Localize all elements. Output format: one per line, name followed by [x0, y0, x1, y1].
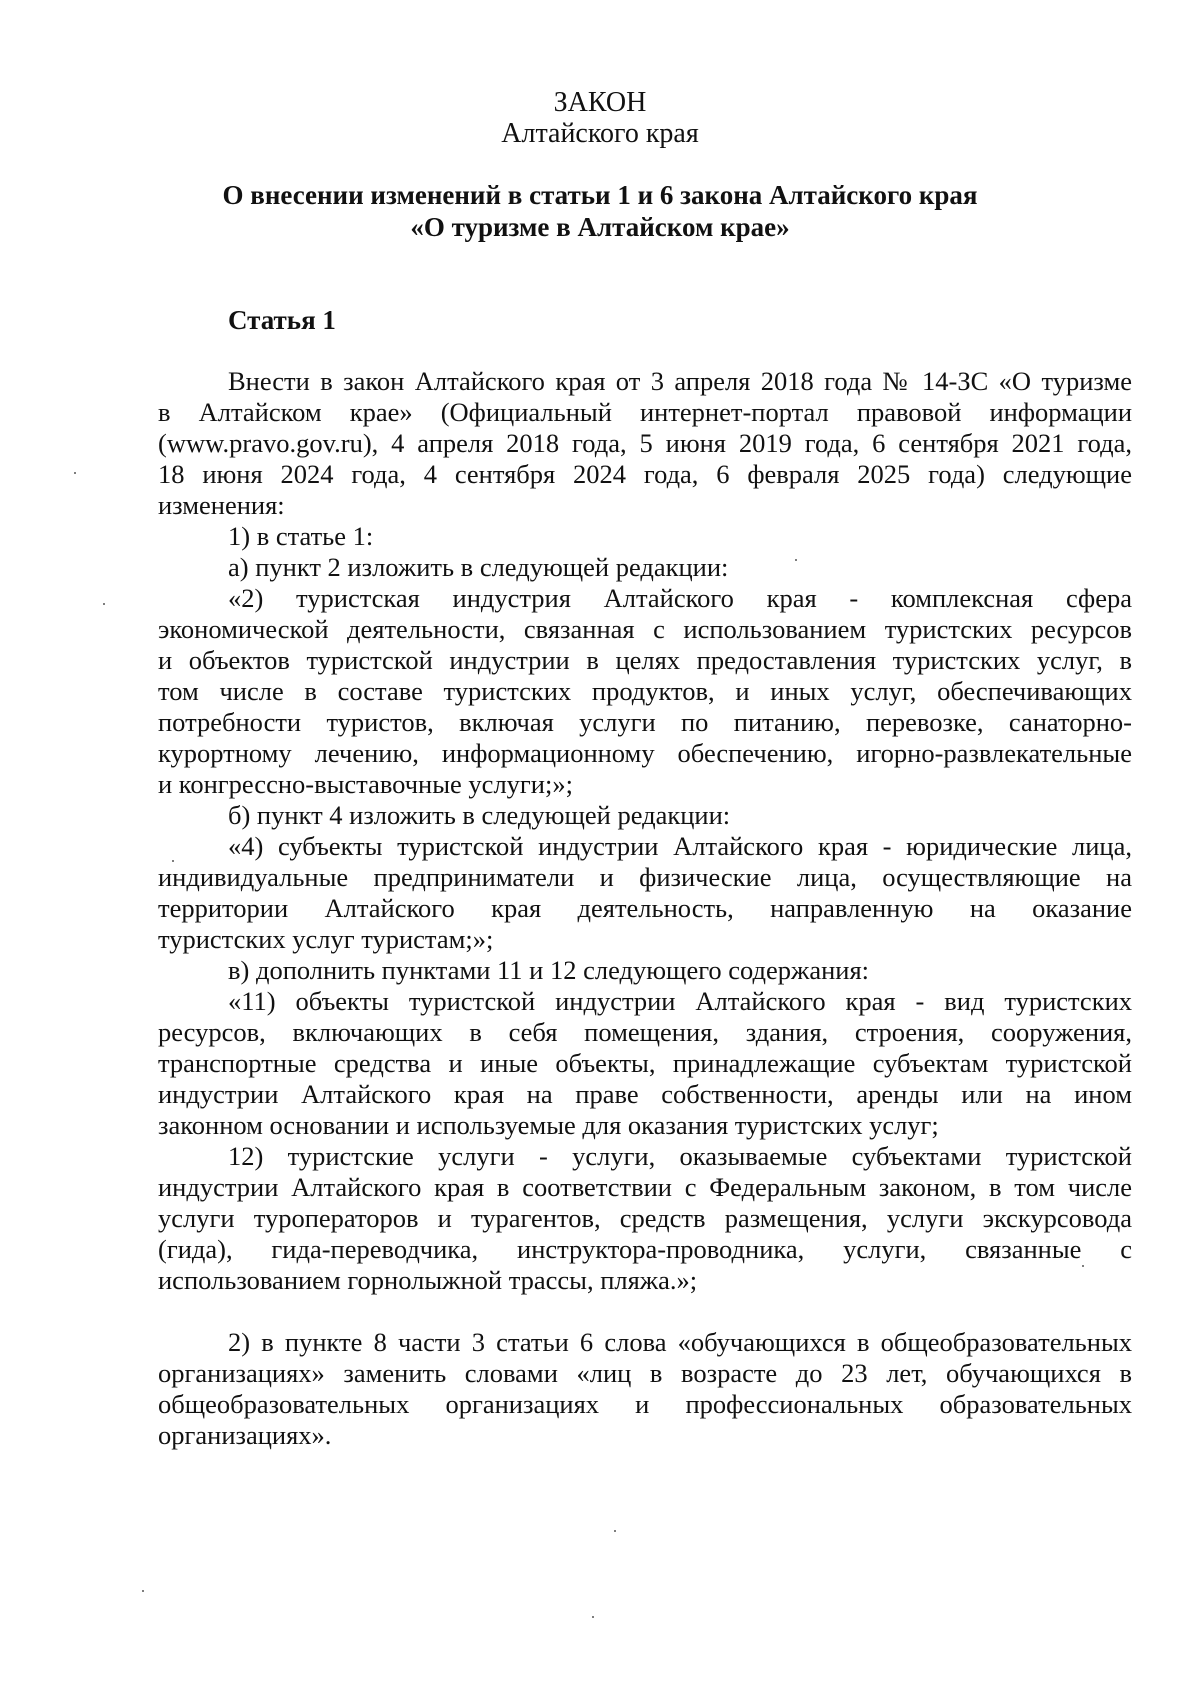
body-line: том числе в составе туристских продуктов, и иных услуг, обеспечивающих: [158, 676, 1132, 706]
body-line: и конгрессно-выставочные услуги;»;: [158, 769, 573, 799]
body-line: в) дополнить пунктами 11 и 12 следующего содержания:: [228, 955, 870, 985]
body-line: «11) объекты туристской индустрии Алтайского края - вид туристских: [228, 986, 1132, 1016]
law-subtitle: Алтайского края: [501, 118, 699, 149]
body-line: территории Алтайского края деятельность, направленную на оказание: [158, 893, 1132, 923]
body-line: (гида), гида-переводчика, инструктора-проводника, услуги, связанные с: [158, 1234, 1132, 1264]
body-line: услуги туроператоров и турагентов, средств размещения, услуги экскурсовода: [158, 1203, 1132, 1233]
body-line: индустрии Алтайского края в соответствии с Федеральным законом, в том числе: [158, 1172, 1132, 1202]
body-line: транспортные средства и иные объекты, принадлежащие субъектам туристской: [158, 1048, 1132, 1078]
scan-speck: [103, 603, 105, 605]
scan-speck: [1082, 1265, 1084, 1267]
law-title: ЗАКОН: [553, 87, 647, 118]
body-line: б) пункт 4 изложить в следующей редакции:: [228, 800, 731, 830]
body-line: «2) туристская индустрия Алтайского края - комплексная сфера: [228, 583, 1132, 613]
body-line: индустрии Алтайского края на праве собственности, аренды или на ином: [158, 1079, 1132, 1109]
body-line: Внести в закон Алтайского края от 3 апреля 2018 года № 14-ЗС «О туризме: [228, 366, 1132, 396]
body-line: а) пункт 2 изложить в следующей редакции:: [228, 552, 729, 582]
body-line: «4) субъекты туристской индустрии Алтайского края - юридические лица,: [228, 831, 1132, 861]
law-heading-line-1: О внесении изменений в статьи 1 и 6 закона Алтайского края: [222, 180, 978, 210]
law-heading-line-2: «О туризме в Алтайском крае»: [410, 212, 790, 242]
body-line: общеобразовательных организациях и профессиональных образовательных: [158, 1389, 1132, 1419]
body-line: курортному лечению, информационному обеспечению, игорно-развлекательные: [158, 738, 1132, 768]
body-line: изменения:: [158, 490, 285, 520]
scan-speck: [172, 860, 174, 862]
body-line: 12) туристские услуги - услуги, оказываемые субъектами туристской: [228, 1141, 1132, 1171]
body-line: 18 июня 2024 года, 4 сентября 2024 года, 6 февраля 2025 года) следующие: [158, 459, 1132, 489]
scan-speck: [592, 1616, 594, 1618]
scan-speck: [74, 472, 76, 474]
scan-speck: [795, 559, 797, 561]
body-line: 2) в пункте 8 части 3 статьи 6 слова «обучающихся в общеобразовательных: [228, 1327, 1132, 1357]
body-line: экономической деятельности, связанная с использованием туристских ресурсов: [158, 614, 1132, 644]
body-line: (www.pravo.gov.ru), 4 апреля 2018 года, 5 июня 2019 года, 6 сентября 2021 года,: [158, 428, 1132, 458]
body-line: индивидуальные предприниматели и физические лица, осуществляющие на: [158, 862, 1132, 892]
body-line: в Алтайском крае» (Официальный интернет-портал правовой информации: [158, 397, 1132, 427]
scan-speck: [614, 1530, 616, 1532]
scan-speck: [142, 1590, 144, 1592]
body-line: и объектов туристской индустрии в целях предоставления туристских услуг, в: [158, 645, 1132, 675]
body-line: потребности туристов, включая услуги по питанию, перевозке, санаторно-: [158, 707, 1132, 737]
body-line: ресурсов, включающих в себя помещения, здания, строения, сооружения,: [158, 1017, 1132, 1047]
body-line: организациях» заменить словами «лиц в возрасте до 23 лет, обучающихся в: [158, 1358, 1132, 1388]
body-line: использованием горнолыжной трассы, пляжа.»;: [158, 1265, 698, 1295]
body-line: законном основании и используемые для оказания туристских услуг;: [158, 1110, 939, 1140]
body-line: туристских услуг туристам;»;: [158, 924, 494, 954]
body-line: организациях».: [158, 1420, 332, 1450]
body-line: 1) в статье 1:: [228, 521, 374, 551]
article-title: Статья 1: [228, 305, 336, 335]
